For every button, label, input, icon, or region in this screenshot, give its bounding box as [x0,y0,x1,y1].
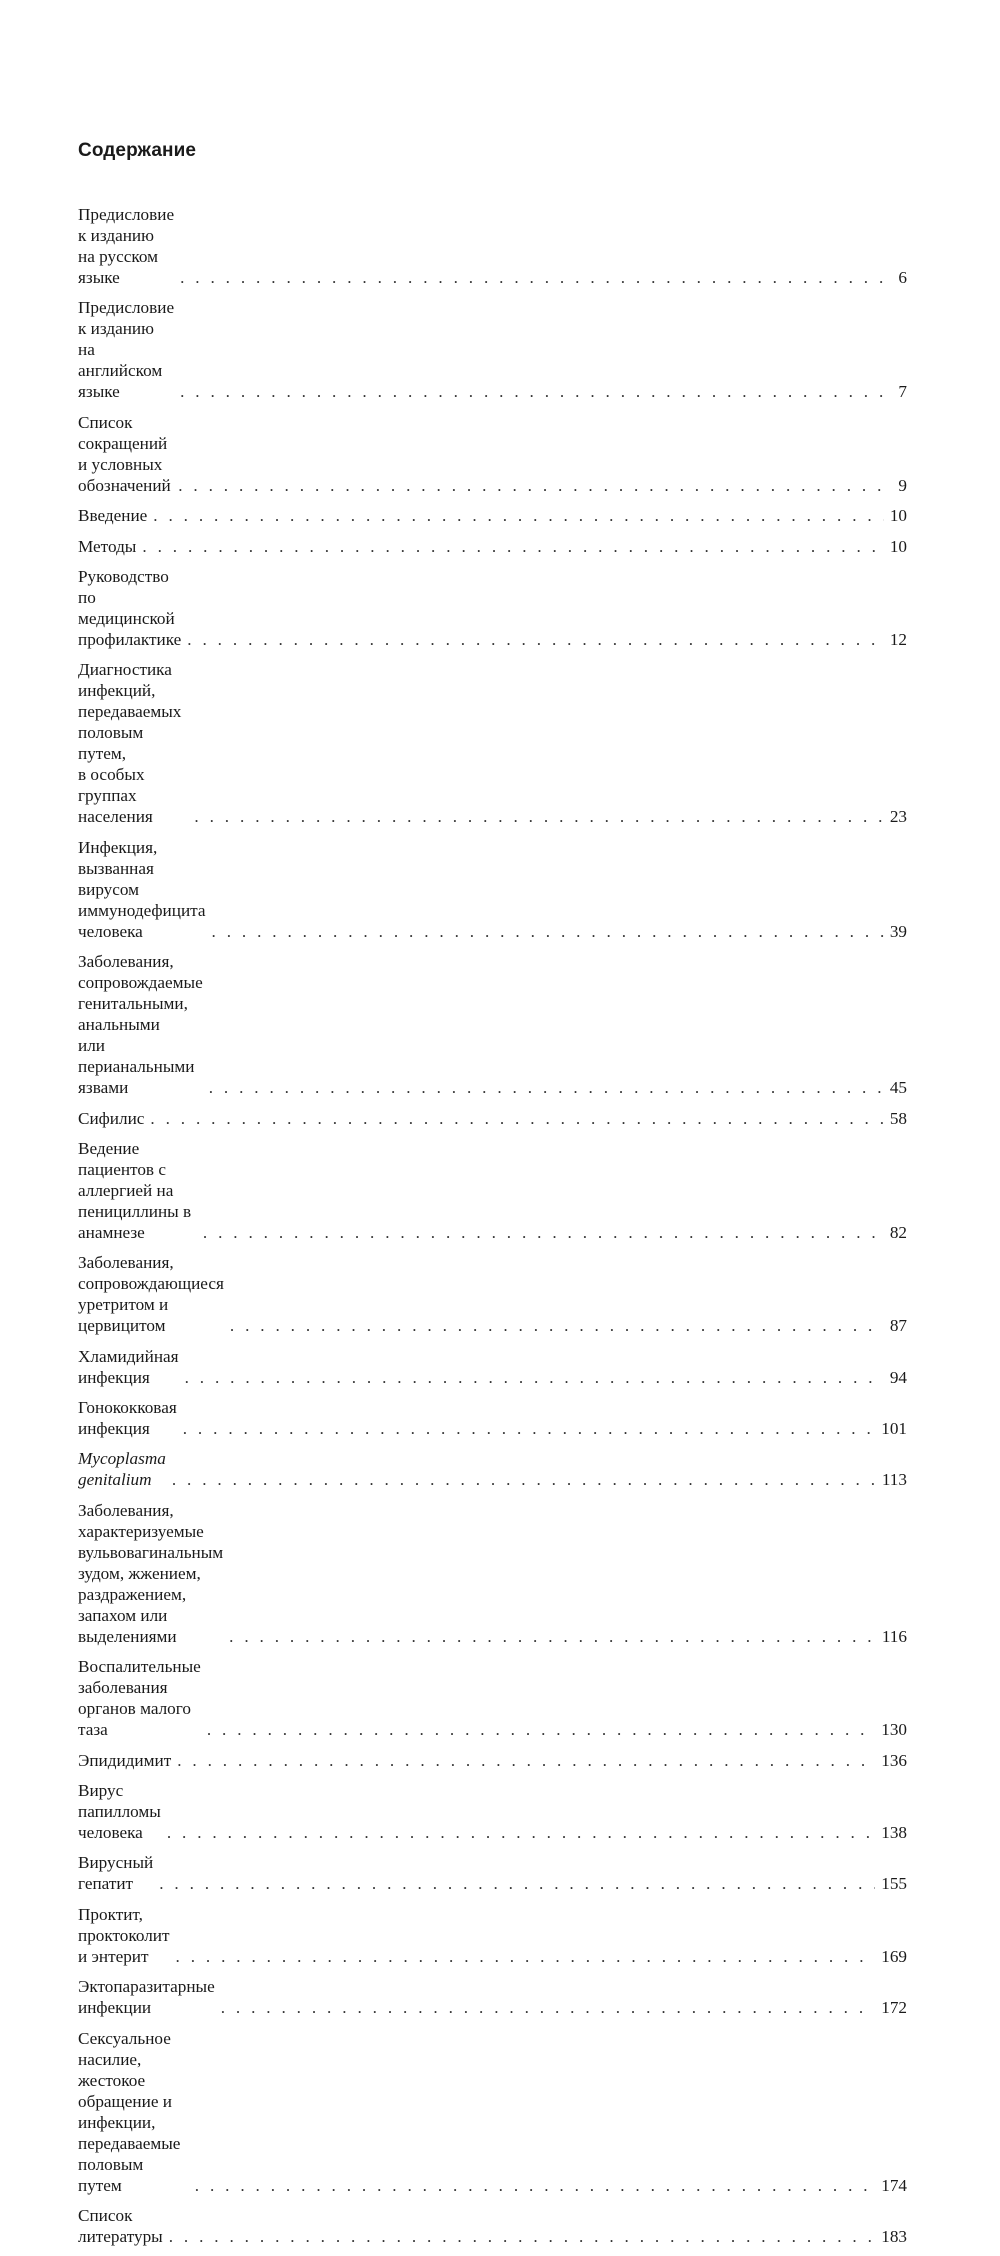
toc-entry[interactable] [78,951,907,1098]
toc-entry[interactable] [78,412,907,496]
toc-entry[interactable] [78,1346,907,1388]
toc-entry-title-line: передаваемые половым путем [78,2133,181,2195]
dot-leader [221,1997,876,2018]
toc-page-number: 10 [889,536,907,556]
toc-entry[interactable] [78,837,907,942]
dot-leader [187,629,884,650]
toc-page-number: 130 [881,1720,907,1740]
dot-leader [230,1315,884,1336]
toc-entry[interactable] [78,1138,907,1243]
toc-entry-title-line: Инфекция, вызванная вирусом иммунодефицита человека [78,837,206,941]
dot-leader [176,1946,876,1967]
toc-entry-title [78,1750,171,1771]
toc-entry-title-line: Эпидидимит [78,1750,172,1770]
toc-page-number: 7 [898,382,907,402]
toc-page-number: 101 [881,1419,907,1439]
toc-entry[interactable] [78,536,907,557]
toc-entry[interactable] [78,1500,907,1647]
toc-entry-title [78,297,174,402]
toc-entry-title-line: Предисловие к изданию на русском языке [78,205,175,287]
toc-entry[interactable] [78,1397,907,1439]
dot-leader [159,1873,875,1894]
dot-leader [203,1222,884,1243]
dot-leader [183,1418,875,1439]
toc-entry-title-line: Mycoplasma genitalium [78,1449,166,1490]
toc-entry[interactable] [78,1108,907,1129]
dot-leader [185,1367,884,1388]
toc-page-number: 155 [881,1874,907,1894]
toc-page-number: 172 [881,1998,907,2018]
toc-entry[interactable] [78,1976,907,2018]
dot-leader [150,1108,883,1129]
dot-leader [153,505,884,526]
toc-entry-title [78,1448,166,1490]
toc-entry-title-line: Заболевания, сопровождающиеся уретритом и цервицитом [78,1253,224,1336]
dot-leader [195,2175,875,2196]
toc-entry-title-line: Методы [78,536,137,556]
toc-page-number: 113 [881,1470,907,1490]
toc-page-number: 94 [889,1367,907,1387]
dot-leader [209,1077,884,1098]
toc-page-number: 138 [881,1823,907,1843]
toc-entry-title [78,536,136,557]
dot-leader [229,1626,876,1647]
dot-leader [177,1750,875,1771]
toc-entry-title-line: Ведение пациентов с аллергией на пенициллины в анамнезе [78,1138,192,1242]
toc-entry-title-line: Эктопаразитарные инфекции [78,1977,215,2018]
toc-entry[interactable] [78,2028,907,2196]
toc-entry-title-line: Диагностика инфекций, передаваемых половым путем, [78,660,182,764]
dot-leader [167,1822,875,1843]
toc-entry[interactable] [78,1780,907,1843]
toc-heading: Содержание [78,140,197,161]
toc-entry-title [78,505,147,526]
toc-entry-title [78,951,203,1098]
dot-leader [178,475,892,496]
toc-entry[interactable] [78,1750,907,1771]
toc-page-number: 45 [889,1078,907,1098]
toc-entry-title [78,2028,189,2196]
toc-page-number: 10 [889,506,907,526]
toc-entry[interactable] [78,204,907,288]
dot-leader [212,921,884,942]
toc-entry-title-line: Заболевания, характеризуемые вульвовагинальным зудом, жжением, [78,1500,224,1583]
toc-entry-title [78,566,181,650]
toc-entry-title-line: Воспалительные заболевания органов малого таза [78,1657,201,1740]
toc-entry-title [78,659,188,827]
dot-leader [172,1469,876,1490]
toc-entry-title [78,1397,177,1439]
toc-page-number: 9 [898,475,907,495]
toc-entry-title [78,1500,223,1647]
toc-page-number: 6 [898,268,907,287]
toc-entry[interactable] [78,1656,907,1740]
toc-entry-title [78,837,206,942]
dot-leader [180,267,892,288]
toc-page-number: 23 [889,807,907,827]
toc-entry-title [78,1656,201,1740]
toc-page-number: 116 [881,1626,907,1646]
dot-leader [169,2226,876,2247]
toc-page-number: 169 [881,1946,907,1966]
toc-entry-title [78,1852,153,1894]
toc-entry-title-line: Предисловие к изданию на английском языке [78,298,175,402]
toc-entry-title-line: Список сокращений и условных обозначений [78,412,171,495]
toc-entry[interactable] [78,1852,907,1894]
toc-entry-title [78,1976,215,2018]
toc-entry-title [78,1108,144,1129]
toc-entry-title-line: Заболевания, сопровождаемые генитальными, анальными [78,952,203,1035]
toc-entry[interactable] [78,2205,907,2247]
toc-page-number: 39 [889,921,907,941]
toc-entry-title [78,1904,170,1967]
toc-entry-title [78,412,172,496]
toc-entry[interactable] [78,1448,907,1490]
toc-entry[interactable] [78,297,907,402]
toc-entry-title [78,1252,224,1336]
toc-page-number: 136 [881,1750,907,1770]
toc-entry-title-line: Проктит, проктоколит и энтерит [78,1904,170,1966]
toc-entry[interactable] [78,1904,907,1967]
toc-entry[interactable] [78,505,907,526]
toc-entry[interactable] [78,659,907,827]
toc-entry-title-line: Хламидийная инфекция [78,1346,179,1387]
toc-entry-title-line: Вирус папилломы человека [78,1781,161,1843]
toc-page-number: 174 [881,2175,907,2195]
toc-entry-title-line: Список литературы [78,2205,163,2246]
dot-leader [180,381,892,402]
table-of-contents [78,204,907,2256]
toc-entry-title-line: Руководство по медицинской профилактике [78,566,182,649]
toc-entry-title [78,1138,197,1243]
toc-entry[interactable] [78,566,907,650]
toc-entry-title [78,1780,161,1843]
dot-leader [207,1719,875,1740]
toc-entry-title-line: Вирусный гепатит [78,1853,154,1894]
toc-page-number: 87 [889,1316,907,1336]
toc-entry-title-line: Сексуальное насилие, жестокое обращение и инфекции, [78,2028,172,2132]
toc-page-number: 58 [889,1108,907,1128]
toc-page-number: 183 [881,2226,907,2246]
toc-entry-title-line: в особых группах населения [78,765,153,827]
toc-entry-title [78,204,174,288]
toc-page-number: 82 [889,1222,907,1242]
toc-entry-title [78,2205,163,2247]
toc-entry-title-line: Гонококковая инфекция [78,1398,177,1439]
toc-page-number: 12 [889,629,907,649]
toc-entry-title-line: или перианальными язвами [78,1036,195,1098]
toc-entry-title-line: Сифилис [78,1108,145,1128]
dot-leader [194,806,883,827]
toc-entry-title-line: раздражением, запахом или выделениями [78,1584,187,1646]
toc-entry-title-line: Введение [78,506,148,526]
toc-entry[interactable] [78,1252,907,1336]
dot-leader [142,536,883,557]
toc-entry-title [78,1346,179,1388]
